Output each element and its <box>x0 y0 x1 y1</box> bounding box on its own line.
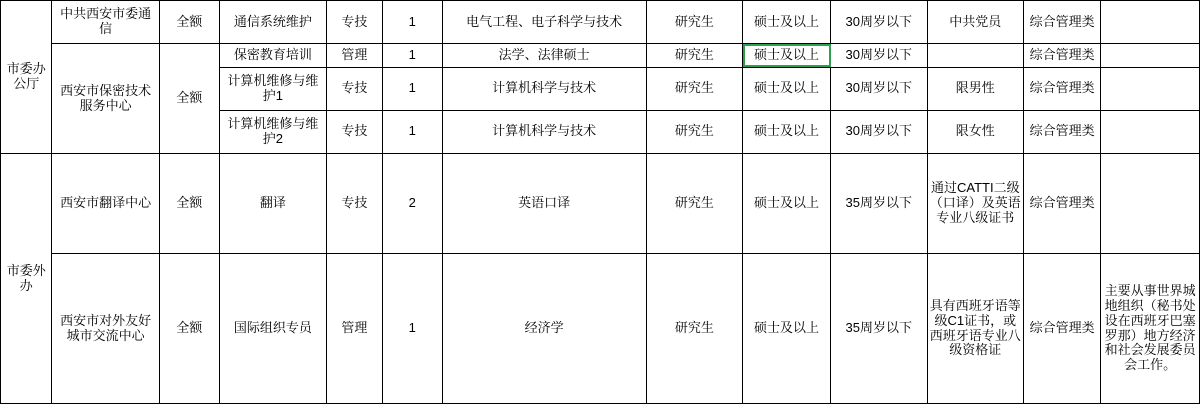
cell-education: 研究生 <box>646 1 743 44</box>
cell-funding: 全额 <box>159 1 219 44</box>
cell-age: 35周岁以下 <box>831 254 928 404</box>
cell-education: 研究生 <box>646 67 743 110</box>
cell-count: 1 <box>382 254 442 404</box>
cell-major: 计算机科学与技术 <box>442 110 646 153</box>
cell-unit: 西安市翻译中心 <box>52 154 159 254</box>
cell-other: 具有西班牙语等级C1证书，或西班牙语专业八级资格证 <box>927 254 1024 404</box>
cell-other: 限女性 <box>927 110 1024 153</box>
cell-degree: 硕士及以上 <box>743 67 831 110</box>
cell-unit: 西安市保密技术服务中心 <box>52 44 159 154</box>
cell-education: 研究生 <box>646 44 743 68</box>
cell-degree: 硕士及以上 <box>743 1 831 44</box>
cell-age: 30周岁以下 <box>831 110 928 153</box>
cell-unit: 中共西安市委通信 <box>52 1 159 44</box>
cell-other: 通过CATTI二级（口译）及英语专业八级证书 <box>927 154 1024 254</box>
cell-count: 1 <box>382 110 442 153</box>
cell-age: 30周岁以下 <box>831 44 928 68</box>
cell-remark <box>1101 44 1200 68</box>
cell-post: 计算机维修与维护2 <box>219 110 326 153</box>
cell-level: 综合管理类 <box>1024 1 1101 44</box>
cell-age: 30周岁以下 <box>831 67 928 110</box>
cell-category: 专技 <box>326 110 382 153</box>
cell-category: 管理 <box>326 254 382 404</box>
cell-degree: 硕士及以上 <box>743 254 831 404</box>
cell-level: 综合管理类 <box>1024 67 1101 110</box>
cell-unit: 西安市对外友好城市交流中心 <box>52 254 159 404</box>
cell-degree: 硕士及以上 <box>743 110 831 153</box>
cell-major: 经济学 <box>442 254 646 404</box>
cell-count: 1 <box>382 44 442 68</box>
cell-post: 计算机维修与维护1 <box>219 67 326 110</box>
table-row <box>1 1 1200 44</box>
cell-level: 综合管理类 <box>1024 44 1101 68</box>
cell-category: 专技 <box>326 1 382 44</box>
cell-education: 研究生 <box>646 254 743 404</box>
cell-age: 35周岁以下 <box>831 154 928 254</box>
cell-remark <box>1101 67 1200 110</box>
cell-remark <box>1101 110 1200 153</box>
cell-funding: 全额 <box>159 254 219 404</box>
cell-post: 保密教育培训 <box>219 44 326 68</box>
table-row <box>1 44 1200 68</box>
cell-dept-group1: 市委办公厅 <box>1 1 52 154</box>
cell-other: 中共党员 <box>927 1 1024 44</box>
cell-remark <box>1101 154 1200 254</box>
cell-degree-selected[interactable]: 硕士及以上 <box>743 44 831 68</box>
cell-age: 30周岁以下 <box>831 1 928 44</box>
cell-category: 专技 <box>326 154 382 254</box>
cell-level: 综合管理类 <box>1024 154 1101 254</box>
cell-count: 1 <box>382 67 442 110</box>
cell-category: 管理 <box>326 44 382 68</box>
cell-post: 国际组织专员 <box>219 254 326 404</box>
table-row <box>1 154 1200 254</box>
cell-education: 研究生 <box>646 110 743 153</box>
table-row <box>1 254 1200 404</box>
cell-post: 翻译 <box>219 154 326 254</box>
cell-major: 计算机科学与技术 <box>442 67 646 110</box>
cell-count: 1 <box>382 1 442 44</box>
cell-major: 英语口译 <box>442 154 646 254</box>
cell-major: 法学、法律硕士 <box>442 44 646 68</box>
cell-remark <box>1101 1 1200 44</box>
cell-count: 2 <box>382 154 442 254</box>
cell-post: 通信系统维护 <box>219 1 326 44</box>
cell-dept-group2: 市委外办 <box>1 154 52 404</box>
cell-other: 限男性 <box>927 67 1024 110</box>
cell-education: 研究生 <box>646 154 743 254</box>
cell-degree: 硕士及以上 <box>743 154 831 254</box>
cell-funding: 全额 <box>159 44 219 154</box>
cell-level: 综合管理类 <box>1024 254 1101 404</box>
cell-major: 电气工程、电子科学与技术 <box>442 1 646 44</box>
cell-remark: 主要从事世界城地组织（秘书处设在西班牙巴塞罗那）地方经济和社会发展委员会工作。 <box>1101 254 1200 404</box>
cell-funding: 全额 <box>159 154 219 254</box>
cell-category: 专技 <box>326 67 382 110</box>
cell-other <box>927 44 1024 68</box>
cell-level: 综合管理类 <box>1024 110 1101 153</box>
